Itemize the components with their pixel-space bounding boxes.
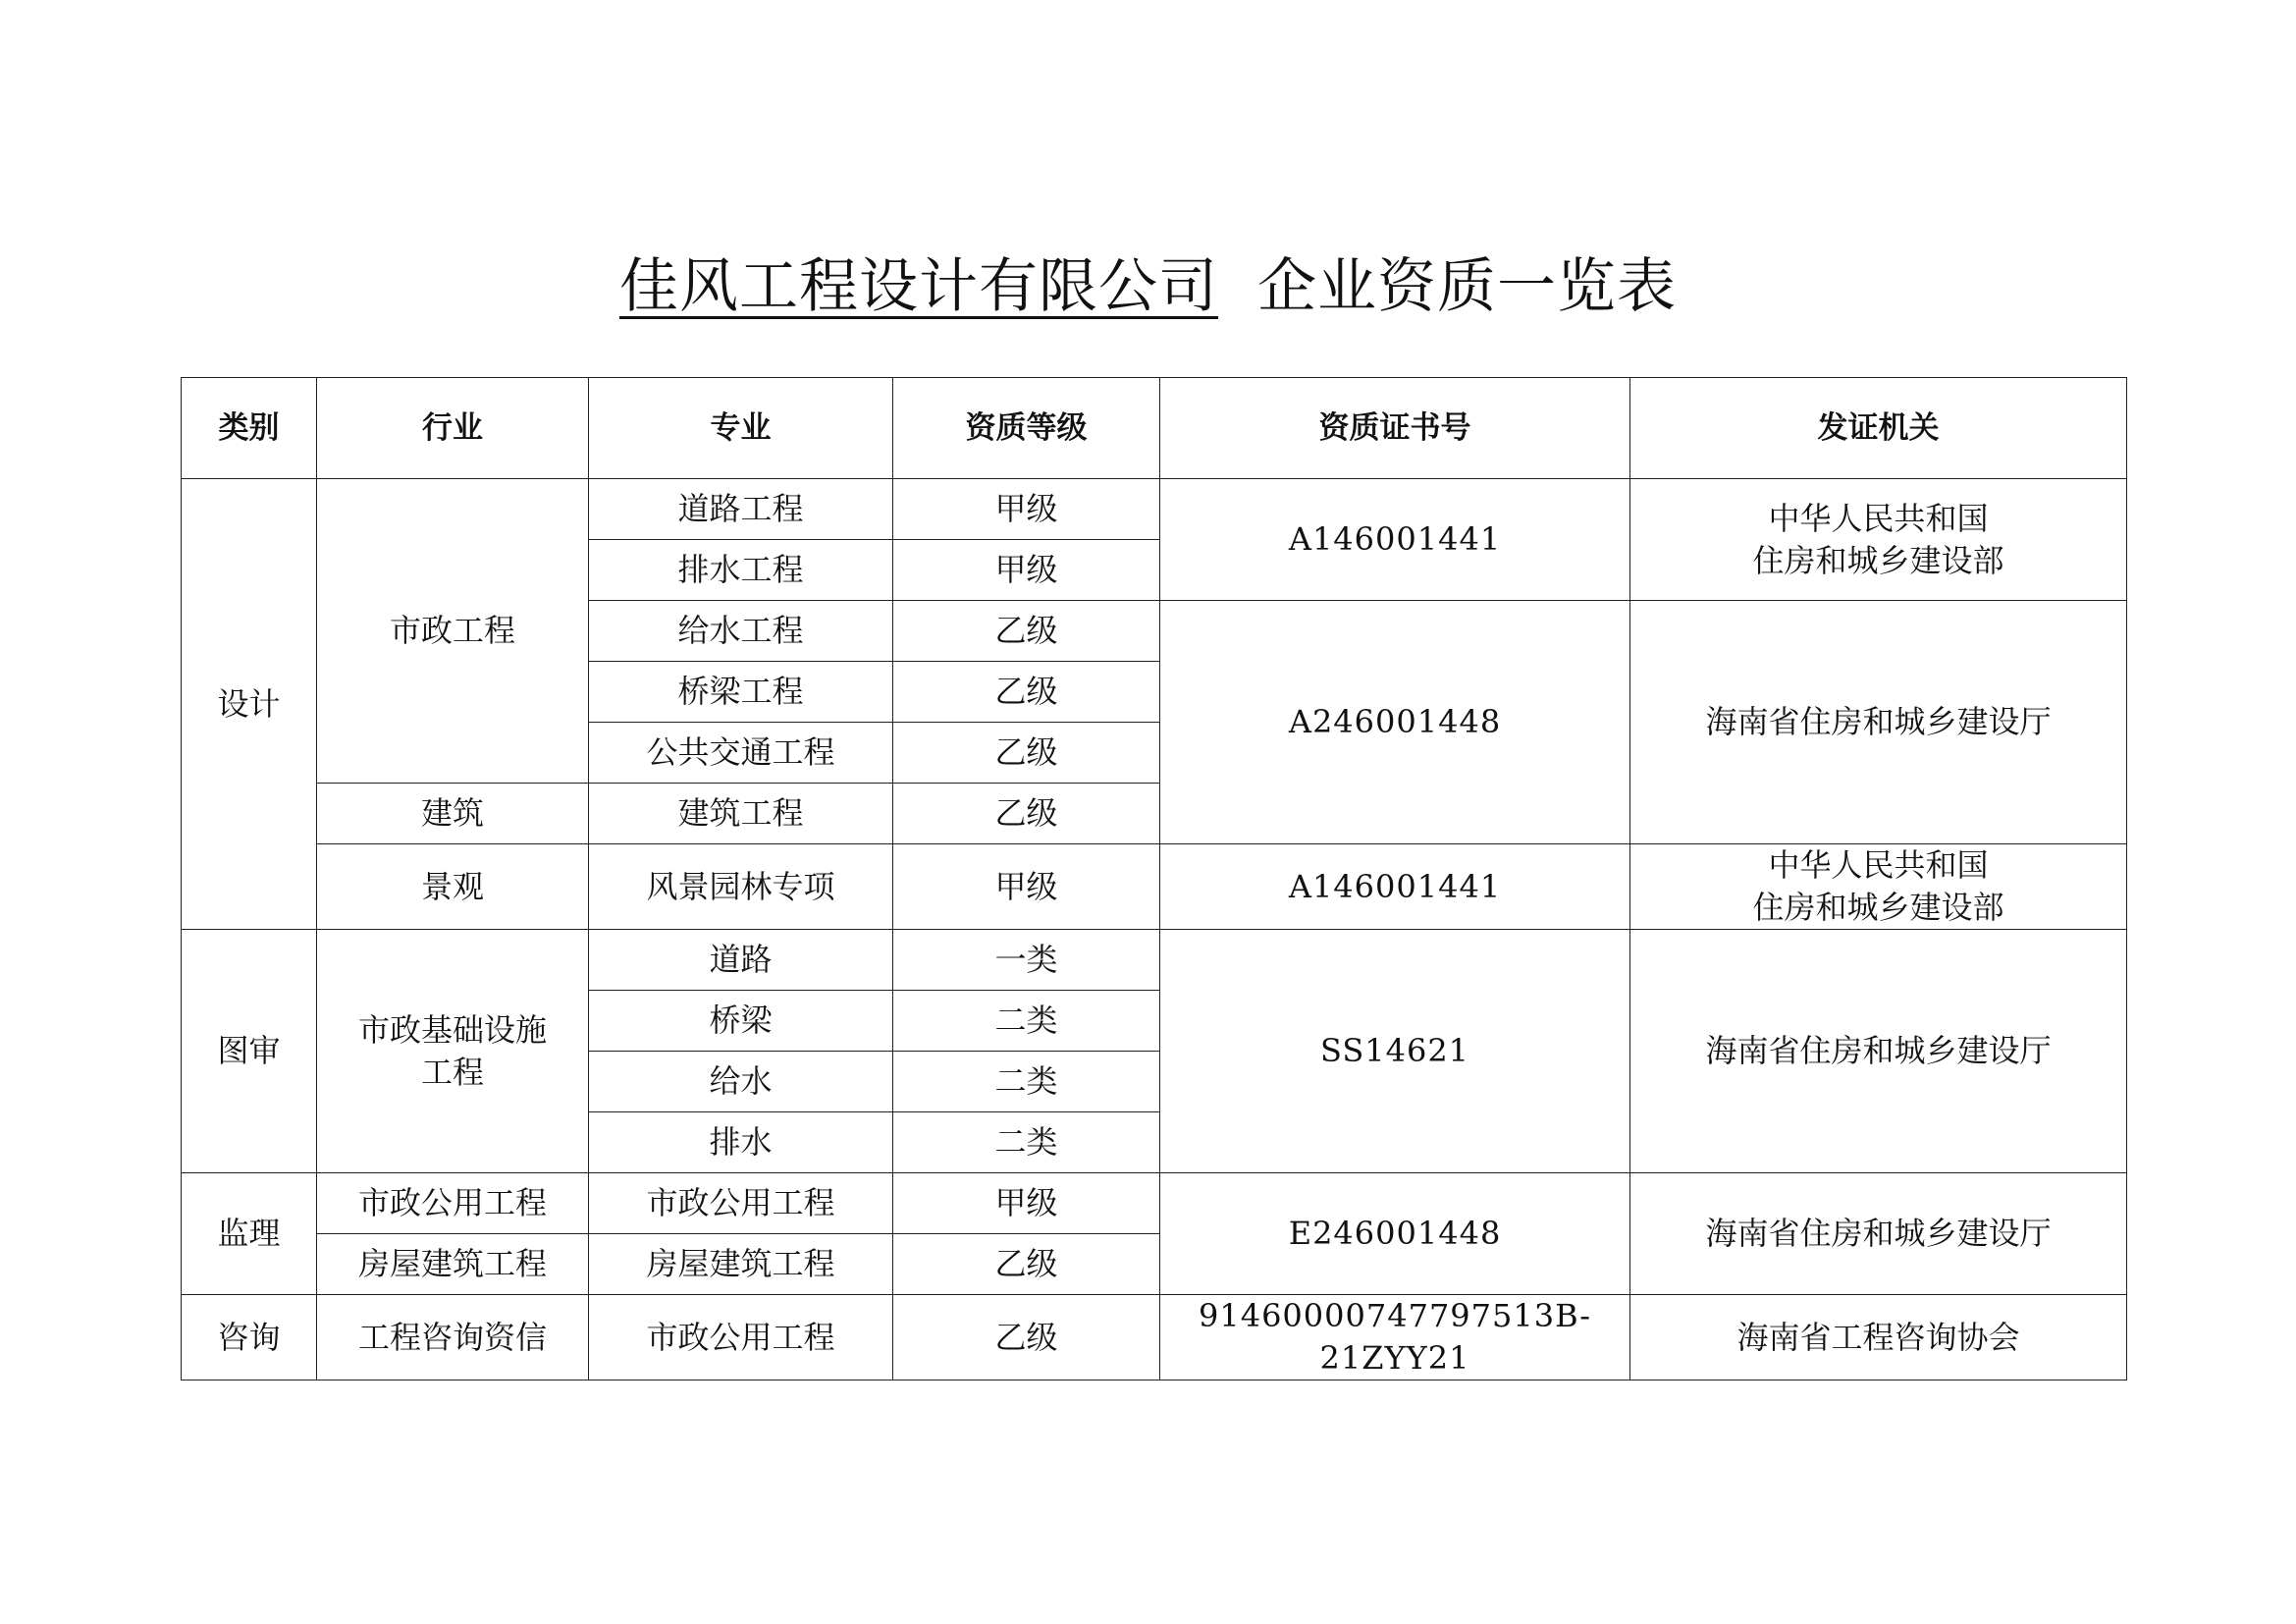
major-cell: 给水 xyxy=(589,1052,893,1112)
major-cell: 公共交通工程 xyxy=(589,723,893,784)
grade-cell: 一类 xyxy=(893,930,1160,991)
grade-cell: 二类 xyxy=(893,1112,1160,1173)
authority-line: 中华人民共和国 xyxy=(1768,499,1989,537)
authority-cell xyxy=(1630,844,2127,930)
company-name: 佳风工程设计有限公司 xyxy=(619,252,1218,321)
major-cell: 道路 xyxy=(589,930,893,991)
major-cell: 桥梁 xyxy=(589,991,893,1052)
industry-line: 市政基础设施 xyxy=(357,1010,547,1049)
authority-cell: 海南省住房和城乡建设厅 xyxy=(1630,930,2127,1173)
major-cell: 市政公用工程 xyxy=(589,1295,893,1380)
header-certificate: 资质证书号 xyxy=(1160,378,1630,479)
grade-cell: 甲级 xyxy=(893,1173,1160,1234)
table-row xyxy=(182,1173,2127,1234)
category-cell: 监理 xyxy=(182,1173,317,1295)
table-row xyxy=(182,844,2127,930)
certificate-cell: 91460000747797513B-21ZYY21 xyxy=(1160,1295,1630,1380)
grade-cell: 乙级 xyxy=(893,601,1160,662)
major-cell: 市政公用工程 xyxy=(589,1173,893,1234)
authority-cell: 海南省工程咨询协会 xyxy=(1630,1295,2127,1380)
header-authority: 发证机关 xyxy=(1630,378,2127,479)
grade-cell: 乙级 xyxy=(893,723,1160,784)
page-title xyxy=(0,247,2296,326)
major-cell: 桥梁工程 xyxy=(589,662,893,723)
authority-cell xyxy=(1630,479,2127,601)
major-cell: 建筑工程 xyxy=(589,784,893,844)
major-cell: 排水工程 xyxy=(589,540,893,601)
header-major: 专业 xyxy=(589,378,893,479)
authority-line: 住房和城乡建设部 xyxy=(1752,889,2004,926)
industry-cell: 建筑 xyxy=(317,784,589,844)
table-row xyxy=(182,930,2127,991)
category-cell: 咨询 xyxy=(182,1295,317,1380)
authority-cell: 海南省住房和城乡建设厅 xyxy=(1630,601,2127,844)
qualification-table xyxy=(181,377,2127,1380)
table-row xyxy=(182,1295,2127,1380)
industry-line: 工程 xyxy=(420,1053,484,1091)
category-cell: 设计 xyxy=(182,479,317,930)
grade-cell: 甲级 xyxy=(893,844,1160,930)
major-cell: 风景园林专项 xyxy=(589,844,893,930)
grade-cell: 二类 xyxy=(893,991,1160,1052)
grade-cell: 乙级 xyxy=(893,1234,1160,1295)
major-cell: 给水工程 xyxy=(589,601,893,662)
industry-cell: 市政公用工程 xyxy=(317,1173,589,1234)
grade-cell: 乙级 xyxy=(893,1295,1160,1380)
category-cell: 图审 xyxy=(182,930,317,1173)
industry-cell xyxy=(317,930,589,1173)
major-cell: 房屋建筑工程 xyxy=(589,1234,893,1295)
industry-cell: 房屋建筑工程 xyxy=(317,1234,589,1295)
grade-cell: 甲级 xyxy=(893,479,1160,540)
table-header-row xyxy=(182,378,2127,479)
authority-cell: 海南省住房和城乡建设厅 xyxy=(1630,1173,2127,1295)
industry-cell: 工程咨询资信 xyxy=(317,1295,589,1380)
grade-cell: 二类 xyxy=(893,1052,1160,1112)
grade-cell: 乙级 xyxy=(893,784,1160,844)
authority-line: 住房和城乡建设部 xyxy=(1752,541,2004,579)
certificate-cell: A146001441 xyxy=(1160,844,1630,930)
authority-line: 中华人民共和国 xyxy=(1768,846,1989,884)
header-grade: 资质等级 xyxy=(893,378,1160,479)
grade-cell: 乙级 xyxy=(893,662,1160,723)
industry-cell: 景观 xyxy=(317,844,589,930)
title-suffix: 企业资质一览表 xyxy=(1257,252,1677,321)
grade-cell: 甲级 xyxy=(893,540,1160,601)
major-cell: 道路工程 xyxy=(589,479,893,540)
header-category: 类别 xyxy=(182,378,317,479)
certificate-cell: A246001448 xyxy=(1160,601,1630,844)
major-cell: 排水 xyxy=(589,1112,893,1173)
certificate-cell: SS14621 xyxy=(1160,930,1630,1173)
table-row xyxy=(182,479,2127,540)
industry-cell: 市政工程 xyxy=(317,479,589,784)
certificate-cell: A146001441 xyxy=(1160,479,1630,601)
header-industry: 行业 xyxy=(317,378,589,479)
certificate-cell: E246001448 xyxy=(1160,1173,1630,1295)
